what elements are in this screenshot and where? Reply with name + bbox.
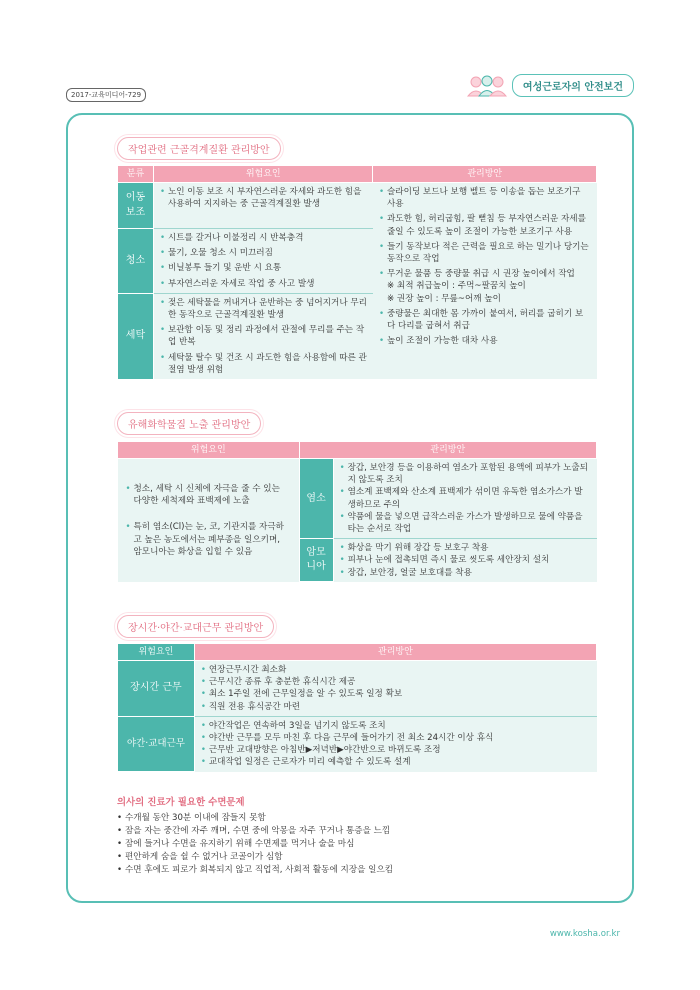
women-workers-icon (464, 75, 510, 97)
list-item: • 청소, 세탁 시 신체에 자극을 줄 수 있는 다양한 세척제와 표백제에 노출 (126, 483, 291, 507)
category-night-shift: 야간·교대근무 (118, 716, 195, 771)
list-item: • 근무시간 종류 후 충분한 휴식시간 제공 (201, 676, 591, 688)
long-hours-measures-cell (194, 661, 596, 717)
risk-cell-cleaning (153, 229, 373, 294)
sleep-problems-box (117, 796, 597, 877)
list-item: • 편안하게 숨을 쉴 수 없거나 코골이가 심함 (117, 851, 597, 864)
brand-header (464, 74, 634, 97)
list-item: • 잠에 들거나 수면을 유지하기 위해 수면제를 먹거나 술을 마심 (117, 838, 597, 851)
list-item: • 약품에 물을 넣으면 급작스러운 가스가 발생하므로 물에 약품을 타는 순서로 작업 (340, 511, 591, 535)
list-item: • 야간반 근무를 모두 마친 후 다음 근무에 들어가기 전 최소 24시간 이상 휴식 (201, 732, 591, 744)
document-code: 2017-교육미디어-729 (66, 88, 146, 102)
risk-cell-laundry (153, 293, 373, 379)
list-item: • 장갑, 보안경, 얼굴 보호대를 착용 (340, 567, 591, 579)
list-item: • 교대작업 일정은 근로자가 미리 예측할 수 있도록 설계 (201, 756, 591, 768)
note-recommended-height: ※ 권장 높이 : 무릎~어깨 높이 (386, 293, 501, 304)
list-item: • 염소계 표백제와 산소계 표백제가 섞이면 유독한 염소가스가 발생하므로 주의 (340, 486, 591, 510)
list-item: • 시트를 갈거나 이불정리 시 반복충격 (160, 232, 367, 244)
chemical-table (117, 441, 597, 582)
list-item: • 장갑, 보안경 등을 이용하여 염소가 포함된 용액에 피부가 노출되지 않도록 조치 (340, 462, 591, 486)
list-item: • 연장근무시간 최소화 (201, 664, 591, 676)
col-header-management: 관리방안 (299, 442, 596, 459)
col-header-risk: 위험요인 (118, 644, 195, 661)
brand-title: 여성근로자의 안전보건 (512, 74, 634, 97)
section-title-chemical: 유해화학물질 노출 관리방안 (117, 412, 261, 435)
col-header-management: 관리방안 (373, 166, 597, 183)
risk-cell-mobility (153, 183, 373, 229)
list-item: • 부자연스러운 자세로 작업 중 사고 발생 (160, 278, 367, 290)
list-item: • 비닐봉투 들기 및 운반 시 요통 (160, 262, 367, 274)
category-long-hours: 장시간 근무 (118, 661, 195, 717)
note-optimal-height: ※ 최적 취급높이 : 주먹~팔꿈치 높이 (386, 281, 526, 292)
list-item: • 특히 염소(Cl)는 눈, 코, 기관지를 자극하고 높은 농도에서는 폐부종을 일으키며, 암모니아는 화상을 입힐 수 있음 (126, 521, 291, 558)
list-item: • 중량물은 최대한 몸 가까이 붙여서, 허리를 굽히기 보다 다리를 굽혀서 취급 (379, 308, 591, 332)
category-ammonia: 암모 니아 (299, 539, 333, 582)
list-item: • 과도한 힘, 허리굽힘, 팔 뻗침 등 부자연스러운 자세를 줄일 수 있도록 높이 조절이 가능한 보조기구 사용 (379, 213, 591, 237)
list-item: • 슬라이딩 보드나 보행 벨트 등 이송을 돕는 보조기구 사용 (379, 186, 591, 210)
section-title-shift-work: 장시간·야간·교대근무 관리방안 (117, 615, 274, 638)
col-header-risk: 위험요인 (153, 166, 373, 183)
col-header-management: 관리방안 (194, 644, 596, 661)
chemical-risk-cell (118, 459, 300, 582)
list-item: • 최소 1주일 전에 근무일정을 알 수 있도록 일정 확보 (201, 688, 591, 700)
list-item: • 잠을 자는 중간에 자주 깨며, 수면 중에 악몽을 자주 꾸거나 통증을 느낌 (117, 825, 597, 838)
list-item: • 수개월 동안 30분 이내에 잠들지 못함 (117, 812, 597, 825)
measures-cell (373, 183, 597, 380)
shift-work-table (117, 643, 597, 772)
category-cleaning: 청소 (118, 229, 154, 294)
category-mobility: 이동 보조 (118, 183, 154, 229)
chlorine-measures-cell (333, 459, 596, 539)
list-item: • 들기 동작보다 적은 근력을 필요로 하는 밀기나 당기는 동작으로 작업 (379, 241, 591, 265)
ammonia-measures-cell (333, 539, 596, 582)
list-item: • 무거운 물품 등 중량물 취급 시 권장 높이에서 작업 (379, 268, 591, 280)
website-link[interactable]: www.kosha.or.kr (549, 929, 620, 939)
night-shift-measures-cell (194, 716, 596, 771)
list-item: • 화상을 막기 위해 장갑 등 보호구 착용 (340, 542, 591, 554)
category-chlorine: 염소 (299, 459, 333, 539)
list-item: • 노인 이동 보조 시 부자연스러운 자세와 과도한 힘을 사용하여 지지하는 중 근골격계질환 발생 (160, 186, 367, 210)
list-item: • 근무반 교대방향은 아침반▶저녁반▶야간반으로 바뀌도록 조정 (201, 744, 591, 756)
list-item: • 높이 조절이 가능한 대차 사용 (379, 335, 591, 347)
col-header-risk: 위험요인 (118, 442, 300, 459)
list-item: • 피부나 눈에 접촉되면 즉시 물로 씻도록 세안장치 설치 (340, 554, 591, 566)
list-item: • 수면 후에도 피로가 회복되지 않고 직업적, 사회적 활동에 지장을 일으킴 (117, 864, 597, 877)
col-header-category: 분류 (118, 166, 154, 183)
list-item: • 보관함 이동 및 정리 과정에서 관절에 무리를 주는 작업 반복 (160, 324, 367, 348)
list-item: • 젖은 세탁물을 꺼내거나 운반하는 중 넘어지거나 무리한 동작으로 근골격계질환 발생 (160, 297, 367, 321)
sleep-problems-title: 의사의 진료가 필요한 수면문제 (117, 797, 245, 808)
list-item: • 직원 전용 휴식공간 마련 (201, 701, 591, 713)
category-laundry: 세탁 (118, 293, 154, 379)
list-item: • 세탁물 탈수 및 건조 시 과도한 힘을 사용함에 따른 관절염 발생 위험 (160, 352, 367, 376)
musculoskeletal-table (117, 165, 597, 380)
list-item: • 물기, 오물 청소 시 미끄러짐 (160, 247, 367, 259)
list-item: • 야간작업은 연속하여 3일을 넘기지 않도록 조치 (201, 720, 591, 732)
section-title-musculoskeletal: 작업관련 근골격계질환 관리방안 (117, 137, 281, 160)
